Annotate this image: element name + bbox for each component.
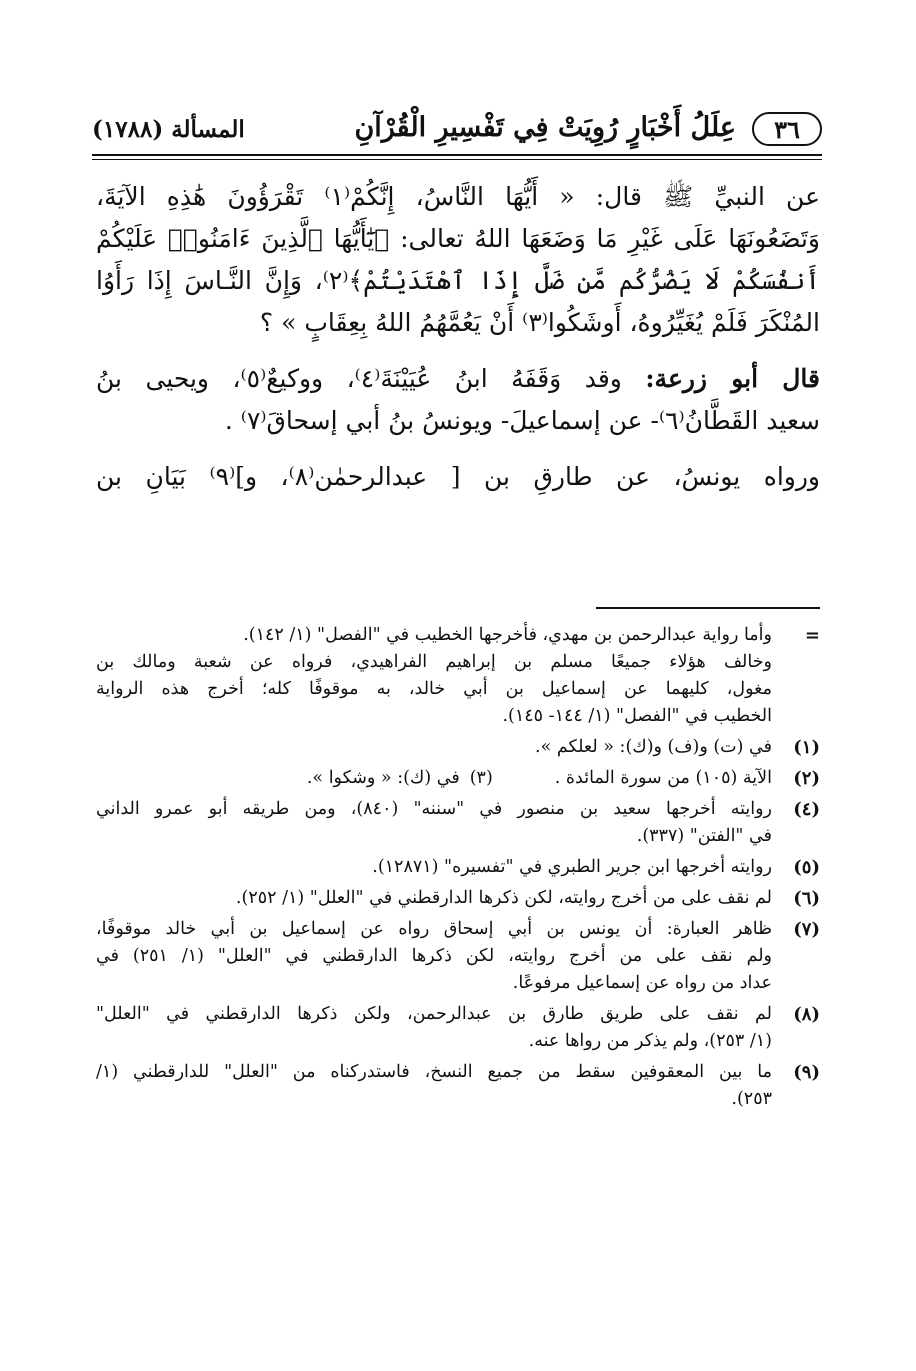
footnote-9: [96, 1059, 820, 1113]
footnote-mark: (٤): [793, 799, 820, 820]
footnote-4: [96, 796, 820, 850]
footnote-mark: (٩): [793, 1062, 820, 1083]
paragraph-2: [96, 358, 820, 442]
header-rule-thin: [92, 159, 822, 160]
footnote-line: وخالف هؤلاء جميعًا مسلم بن إبراهيم الفراهيدي، فرواه عن شعبة ومالك بن: [96, 652, 772, 672]
text-line: عن النبيِّ ﷺ قال: « أَيُّهَا النَّاسُ، إِنَّكُمْ⁽١⁾ تَقْرَؤُونَ هَٰذِهِ الآيَةَ،: [96, 182, 820, 211]
footnote-line: في "الفتن" (٣٣٧).: [636, 826, 772, 846]
footnote-mark: (٢): [793, 768, 820, 789]
footnote-separator: [596, 607, 820, 609]
text-line: وَتَضَعُونَهَا عَلَى غَيْرِ مَا وَضَعَهَا اللهُ تعالى: ﴿يَٰٓأَيُّهَا ٱلَّذِينَ ءَامَنُوا۟ عَلَيْكُمْ: [96, 224, 820, 253]
text-line: أَنفُسَكُمْ لَا يَضُرُّكُم مَّن ضَلَّ إِذَا ٱهْتَدَيْتُمْ﴾⁽٢⁾، وَإِنَّ النَّـاسَ إِذَا رَأَوُا: [96, 266, 820, 295]
footnote-6: [96, 885, 820, 912]
text-line: المُنْكَرَ فَلَمْ يُغَيِّرُوهُ، أَوشَكُوا⁽٣⁾ أَنْ يَعُمَّهُمُ اللهُ بِعِقَابٍ » ؟: [259, 308, 820, 337]
main-text: [96, 176, 820, 498]
footnote-mark: (٣): [469, 768, 493, 788]
text-line: سعيد القَطَّانُ⁽٦⁾- عن إسماعيلَ- ويونسُ بنُ أبي إسحاقَ⁽٧⁾ .: [224, 406, 820, 435]
page-header: [92, 108, 822, 154]
text-line: [96, 358, 820, 400]
footnote-continuation: [96, 622, 820, 730]
footnote-5: [96, 854, 820, 881]
footnote-line: مغول، كليهما عن إسماعيل بن أبي خالد، به موقوفًا كله؛ أخرج هذه الرواية: [96, 679, 772, 699]
header-rule-thick: [92, 154, 822, 156]
text-line-rest: وقد وَقَفَهُ ابنُ عُيَيْنَةَ⁽٤⁾، ووكيعٌ⁽٥⁾، ويحيى بنُ: [96, 364, 622, 393]
footnote-text: في (ك): « وشكوا ».: [306, 768, 460, 788]
footnote-line: ٢٥٣).: [731, 1089, 772, 1109]
footnote-mark: (٥): [793, 857, 820, 878]
issue-label: المسألة (١٧٨٨): [92, 116, 245, 143]
footnote-mark: (٦): [793, 888, 820, 909]
running-title: عِلَلُ أَخْبَارٍ رُوِيَتْ فِي تَفْسِيرِ الْقُرْآنِ: [354, 112, 736, 143]
footnote-text: الآية (١٠٥) من سورة المائدة .: [554, 768, 772, 788]
footnote-7: [96, 916, 820, 997]
page-number: ٣٦: [774, 114, 800, 144]
footnote-line: ما بين المعقوفين سقط من جميع النسخ، فاستدركناه من "العلل" للدارقطني (١/: [96, 1062, 772, 1082]
footnote-2-3: [96, 765, 820, 792]
footnote-line: عداد من رواه عن إسماعيل مرفوعًا.: [512, 973, 772, 993]
footnote-mark: (١): [793, 737, 820, 758]
speaker-label: قال أبو زرعة:: [645, 364, 820, 393]
footnote-line: (١/ ٢٥٣)، ولم يذكر من رواها عنه.: [528, 1031, 772, 1051]
footnote-line: لم نقف على طريق طارق بن عبدالرحمن، ولكن ذكرها الدارقطني في "العلل": [96, 1004, 772, 1024]
footnote-text: روايته أخرجها ابن جرير الطبري في "تفسيره" (١٢٨٧١).: [372, 857, 772, 877]
footnote-line: روايته أخرجها سعيد بن منصور في "سننه" (٨٤٠)، ومن طريقه أبو عمرو الداني: [96, 799, 773, 819]
footnote-text: لم نقف على من أخرج روايته، لكن ذكرها الدارقطني في "العلل" (١/ ٢٥٢).: [235, 888, 772, 908]
paragraph-3: [96, 456, 820, 498]
footnote-8: [96, 1001, 820, 1055]
footnote-text: في (ت) و(ف) و(ك): « لعلكم ».: [535, 737, 772, 757]
footnote-line: الخطيب في "الفصل" (١/ ١٤٤- ١٤٥).: [502, 706, 772, 726]
footnote-line: ظاهر العبارة: أن يونس بن أبي إسحاق رواه عن إسماعيل بن أبي خالد موقوفًا،: [96, 919, 772, 939]
text-line: ورواه يونسُ، عن طارقِ بن [ عبدالرحمٰن⁽٨⁾، و]⁽٩⁾ بَيَانِ بن: [96, 462, 820, 491]
footnote-1: [96, 734, 820, 761]
footnote-mark: (٨): [793, 1004, 820, 1025]
paragraph-1: [96, 176, 820, 344]
footnote-mark: =: [804, 625, 820, 646]
footnote-mark: (٧): [793, 919, 820, 940]
footnotes: [96, 622, 820, 1117]
page-number-badge: [752, 112, 822, 146]
footnote-line: ولم نقف على من أخرج روايته، لكن ذكرها الدارقطني في "العلل" (١/ ٢٥١) في: [96, 946, 772, 966]
footnote-line: وأما رواية عبدالرحمن بن مهدي، فأخرجها الخطيب في "الفصل" (١/ ١٤٢).: [243, 625, 772, 645]
